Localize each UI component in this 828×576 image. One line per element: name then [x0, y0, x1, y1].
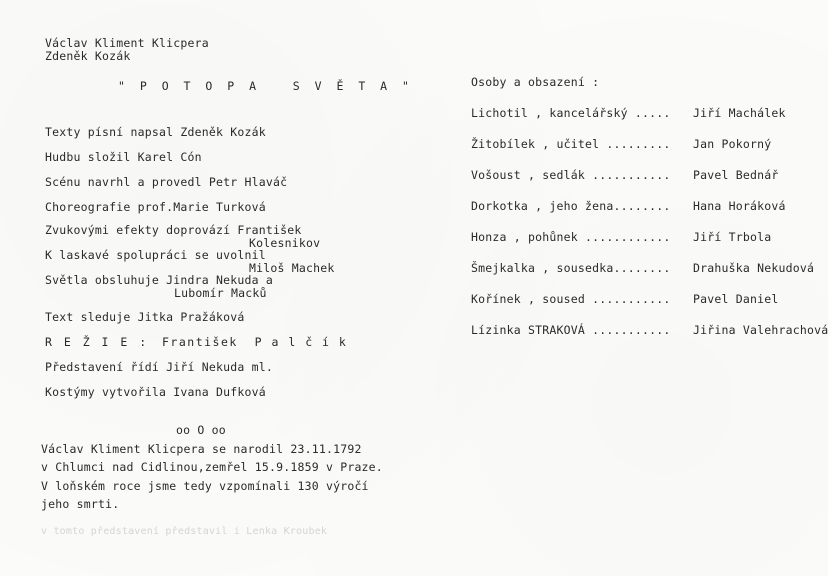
credit-cooperation: K laskavé spolupráci se uvolnil: [45, 248, 266, 262]
cast-role: Lichotil , kancelářský .....: [471, 106, 671, 120]
cast-heading: Osoby a obsazení :: [471, 75, 600, 89]
cast-actor: Pavel Daniel: [693, 292, 779, 306]
cast-role: Lízinka STRAKOVÁ ...........: [471, 323, 671, 337]
ghost-text: v tomto představení představil i Lenka Kroubek: [41, 526, 328, 537]
direction-name: František P a l č í k: [162, 335, 348, 349]
credit-choreography: Choreografie prof.Marie Turková: [45, 200, 266, 214]
cast-role: Dorkotka , jeho žena........: [471, 199, 671, 213]
credit-music: Hudbu složil Karel Cón: [45, 150, 202, 164]
credit-prompter: Text sleduje Jitka Pražáková: [45, 310, 245, 324]
cast-actor: Jiří Trbola: [693, 230, 772, 244]
cast-actor: Jan Pokorný: [693, 137, 772, 151]
author-line-1: Václav Kliment Klicpera: [45, 36, 209, 50]
cast-actor: Hana Horáková: [693, 199, 786, 213]
credit-cooperation-name: Miloš Machek: [249, 261, 335, 275]
play-title: " P O T O P A S V Ě T A ": [118, 79, 413, 93]
direction-label: R E Ž I E :: [45, 335, 149, 349]
cast-role: Žitobílek , učitel .........: [471, 137, 671, 151]
bio-line-3: V loňském roce jsme tedy vzpomínali 130 výročí: [41, 479, 369, 493]
credit-sound: Zvukovými efekty doprovází František: [45, 223, 302, 237]
credit-lyrics: Texty písní napsal Zdeněk Kozák: [45, 125, 266, 139]
credit-lights-name: Lubomír Macků: [174, 286, 267, 300]
cast-actor: Pavel Bednář: [693, 168, 779, 182]
credit-costumes: Kostýmy vytvořila Ivana Dufková: [45, 385, 266, 399]
bio-line-2: v Chlumci nad Cidlinou,zemřel 15.9.1859 v Praze.: [41, 460, 383, 474]
cast-role: Honza , pohůnek ............: [471, 230, 671, 244]
cast-actor: Drahuška Nekudová: [693, 261, 815, 275]
bio-line-1: Václav Kliment Klicpera se narodil 23.11.1792: [41, 442, 362, 456]
bio-line-4: jeho smrti.: [41, 497, 120, 511]
cast-role: Šmejkalka , sousedka........: [471, 261, 671, 275]
credit-stage-manager: Představení řídí Jiří Nekuda ml.: [45, 360, 273, 374]
separator: oo O oo: [176, 423, 226, 437]
cast-actor: Jiří Machálek: [693, 106, 786, 120]
credit-scenery: Scénu navrhl a provedl Petr Hlaváč: [45, 175, 288, 189]
author-line-2: Zdeněk Kozák: [45, 49, 131, 63]
cast-role: Kořínek , soused ...........: [471, 292, 671, 306]
cast-role: Vošoust , sedlák ...........: [471, 168, 671, 182]
credit-lights: Světla obsluhuje Jindra Nekuda a: [45, 273, 273, 287]
credit-sound-name: Kolesnikov: [249, 236, 321, 250]
cast-actor: Jiřina Valehrachová: [693, 323, 828, 337]
